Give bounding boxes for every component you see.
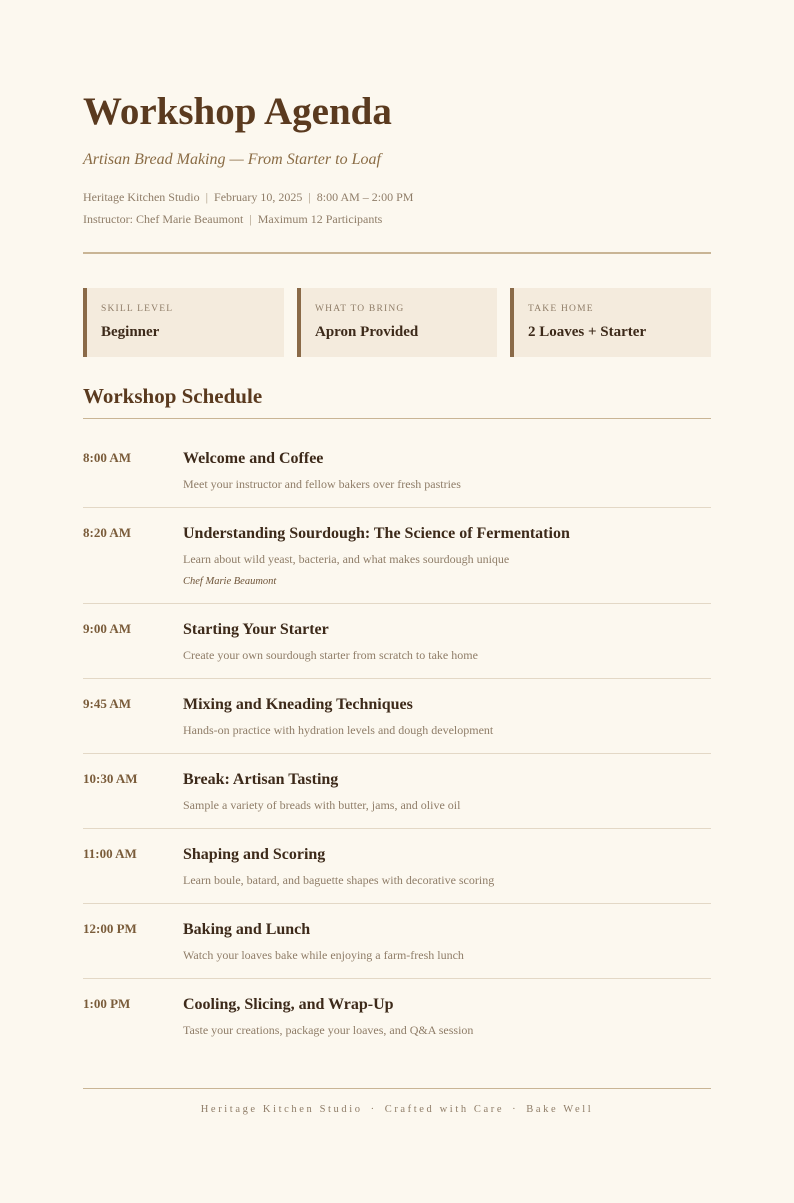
card-label: SKILL LEVEL	[101, 304, 174, 314]
item-time: 9:45 AM	[83, 696, 132, 711]
card-label: WHAT TO BRING	[315, 304, 405, 314]
footer-separator: ·	[512, 1104, 519, 1115]
item-description: Sample a variety of breads with butter, jams, and olive oil	[183, 798, 461, 812]
separator: |	[205, 190, 209, 204]
card-label: TAKE HOME	[528, 304, 594, 314]
item-description: Taste your creations, package your loaves, and Q&A session	[183, 1023, 474, 1037]
item-time: 8:00 AM	[83, 450, 132, 465]
item-title: Baking and Lunch	[183, 921, 311, 938]
page-title: Workshop Agenda	[83, 90, 392, 133]
item-divider	[83, 978, 711, 979]
card-value: 2 Loaves + Starter	[528, 324, 647, 340]
item-divider	[83, 603, 711, 604]
schedule-divider	[83, 418, 711, 419]
item-divider	[83, 753, 711, 754]
date-text: February 10, 2025	[214, 190, 303, 204]
item-title: Mixing and Kneading Techniques	[183, 696, 413, 713]
header-divider	[83, 252, 711, 254]
item-divider	[83, 678, 711, 679]
item-divider	[83, 507, 711, 508]
item-time: 11:00 AM	[83, 846, 137, 861]
page-subtitle: Artisan Bread Making — From Starter to Loaf	[83, 151, 381, 168]
card-value: Apron Provided	[315, 324, 419, 340]
item-divider	[83, 828, 711, 829]
separator: |	[308, 190, 311, 204]
venue-text: Heritage Kitchen Studio	[83, 190, 200, 204]
footer-studio: Heritage Kitchen Studio	[200, 1104, 363, 1115]
item-time: 12:00 PM	[83, 921, 137, 936]
capacity-text: Maximum 12 Participants	[257, 212, 383, 226]
item-time: 8:20 AM	[83, 525, 132, 540]
item-description: Hands-on practice with hydration levels and dough development	[183, 723, 494, 737]
item-title: Starting Your Starter	[183, 621, 329, 638]
item-description: Learn boule, batard, and baguette shapes with decorative scoring	[183, 873, 495, 887]
footer-separator: ·	[370, 1104, 377, 1115]
footer-closing: Bake Well	[526, 1104, 594, 1115]
footer-tagline: Crafted with Care	[384, 1104, 505, 1115]
schedule-heading: Workshop Schedule	[83, 384, 263, 408]
page-footer	[83, 1103, 711, 1117]
item-title: Shaping and Scoring	[183, 846, 326, 863]
item-description: Learn about wild yeast, bacteria, and what makes sourdough unique	[183, 552, 510, 566]
footer-divider	[83, 1088, 711, 1089]
instructor-text: Instructor: Chef Marie Beaumont	[83, 212, 244, 226]
item-time: 10:30 AM	[83, 771, 138, 786]
item-title: Cooling, Slicing, and Wrap-Up	[183, 996, 394, 1013]
item-presenter: Chef Marie Beaumont	[183, 576, 277, 587]
item-time: 9:00 AM	[83, 621, 132, 636]
item-divider	[83, 903, 711, 904]
item-title: Welcome and Coffee	[183, 450, 324, 467]
time-range-text: 8:00 AM – 2:00 PM	[316, 190, 414, 204]
separator: |	[249, 212, 252, 226]
instructor-details	[83, 211, 382, 227]
info-cards	[83, 288, 711, 357]
info-card-skill-level	[83, 288, 284, 357]
item-description: Watch your loaves bake while enjoying a farm-fresh lunch	[183, 948, 464, 962]
item-title: Understanding Sourdough: The Science of Fermentation	[183, 525, 570, 542]
event-details	[83, 189, 413, 205]
item-description: Meet your instructor and fellow bakers over fresh pastries	[183, 477, 461, 491]
item-title: Break: Artisan Tasting	[183, 771, 339, 788]
info-card-what-to-bring	[297, 288, 497, 357]
card-value: Beginner	[101, 324, 160, 340]
item-time: 1:00 PM	[83, 996, 131, 1011]
info-card-take-home	[510, 288, 711, 357]
item-description: Create your own sourdough starter from scratch to take home	[183, 648, 478, 662]
